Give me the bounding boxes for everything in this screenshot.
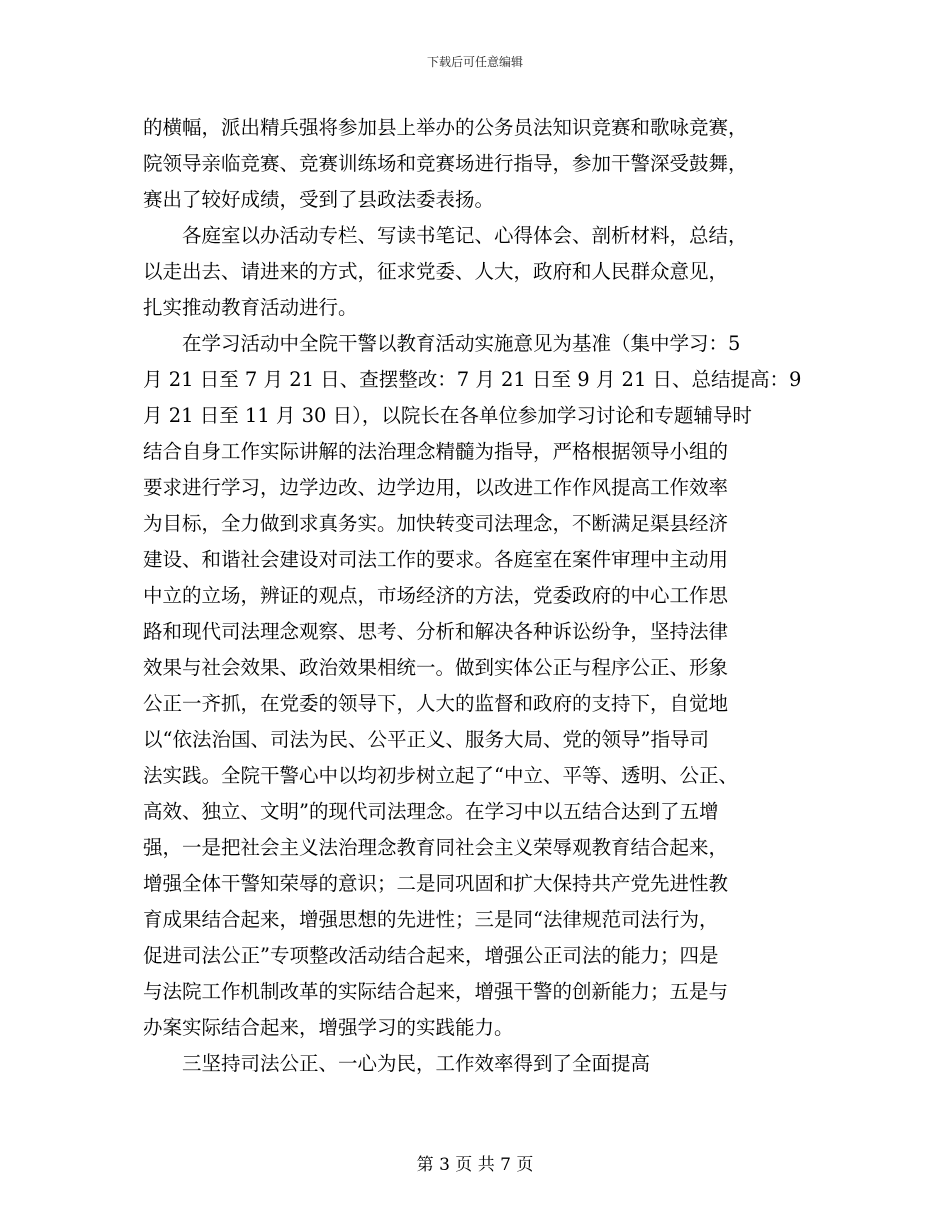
text-line: 路和现代司法理念观察、思考、分析和解决各种诉讼纷争，坚持法律 [143,620,729,643]
document-body [143,110,811,1082]
text-line: 建设、和谐社会建设对司法工作的要求。各庭室在案件审理中主动用 [143,548,729,571]
text-line: 育成果结合起来，增强思想的先进性；三是同“法律规范司法行为， [143,908,719,931]
text-line: 为目标，全力做到求真务实。加快转变司法理念，不断满足渠县经济 [143,512,729,535]
paragraph [143,326,811,1046]
text-line: 以“依法治国、司法为民、公平正义、服务大局、党的领导”指导司 [143,728,709,751]
text-line: 以走出去、请进来的方式，征求党委、人大，政府和人民群众意见， [143,260,729,283]
text-line: 与法院工作机制改革的实际结合起来，增强干警的创新能力；五是与 [143,980,729,1003]
text-line: 的横幅，派出精兵强将参加县上举办的公务员法知识竞赛和歌咏竞赛， [143,116,748,139]
text-line: 要求进行学习，边学边改、边学边用，以改进工作作风提高工作效率 [143,476,729,499]
text-line: 促进司法公正”专项整改活动结合起来，增强公正司法的能力；四是 [143,944,719,967]
text-line: 院领导亲临竞赛、竞赛训练场和竞赛场进行指导，参加干警深受鼓舞， [143,152,748,175]
text-line: 月 21 日至 11 月 30 日），以院长在各单位参加学习讨论和专题辅导时 [143,404,752,427]
text-line: 办案实际结合起来，增强学习的实践能力。 [143,1016,514,1039]
text-line: 在学习活动中全院干警以教育活动实施意见为基准（集中学习：5 [182,332,741,355]
text-line: 扎实推动教育活动进行。 [143,296,358,319]
section-heading: 三坚持司法公正、一心为民，工作效率得到了全面提高 [182,1052,651,1075]
header-note: 下载后可任意编辑 [426,55,523,69]
text-line: 效果与社会效果、政治效果相统一。做到实体公正与程序公正、形象 [143,656,729,679]
text-line: 月 21 日至 7 月 21 日、查摆整改：7 月 21 日至 9 月 21 日、总结提高：9 [143,368,802,391]
paragraph [143,218,811,326]
text-line: 公正一齐抓，在党委的领导下，人大的监督和政府的支持下，自觉地 [143,692,729,715]
text-line: 赛出了较好成绩，受到了县政法委表扬。 [143,188,495,211]
text-line: 各庭室以办活动专栏、写读书笔记、心得体会、剖析材料，总结， [182,224,748,247]
text-line: 法实践。全院干警心中以均初步树立起了“中立、平等、透明、公正、 [143,764,738,787]
page-indicator: 第 3 页 共 7 页 [416,1155,534,1175]
paragraph [143,1046,811,1082]
text-line: 结合自身工作实际讲解的法治理念精髓为指导，严格根据领导小组的 [143,440,729,463]
text-line: 中立的立场，辨证的观点，市场经济的方法，党委政府的中心工作思 [143,584,729,607]
text-line: 强，一是把社会主义法治理念教育同社会主义荣辱观教育结合起来， [143,836,729,859]
text-line: 高效、独立、文明”的现代司法理念。在学习中以五结合达到了五增 [143,800,719,823]
text-line: 增强全体干警知荣辱的意识；二是同巩固和扩大保持共产党先进性教 [143,872,729,895]
paragraph [143,110,811,218]
